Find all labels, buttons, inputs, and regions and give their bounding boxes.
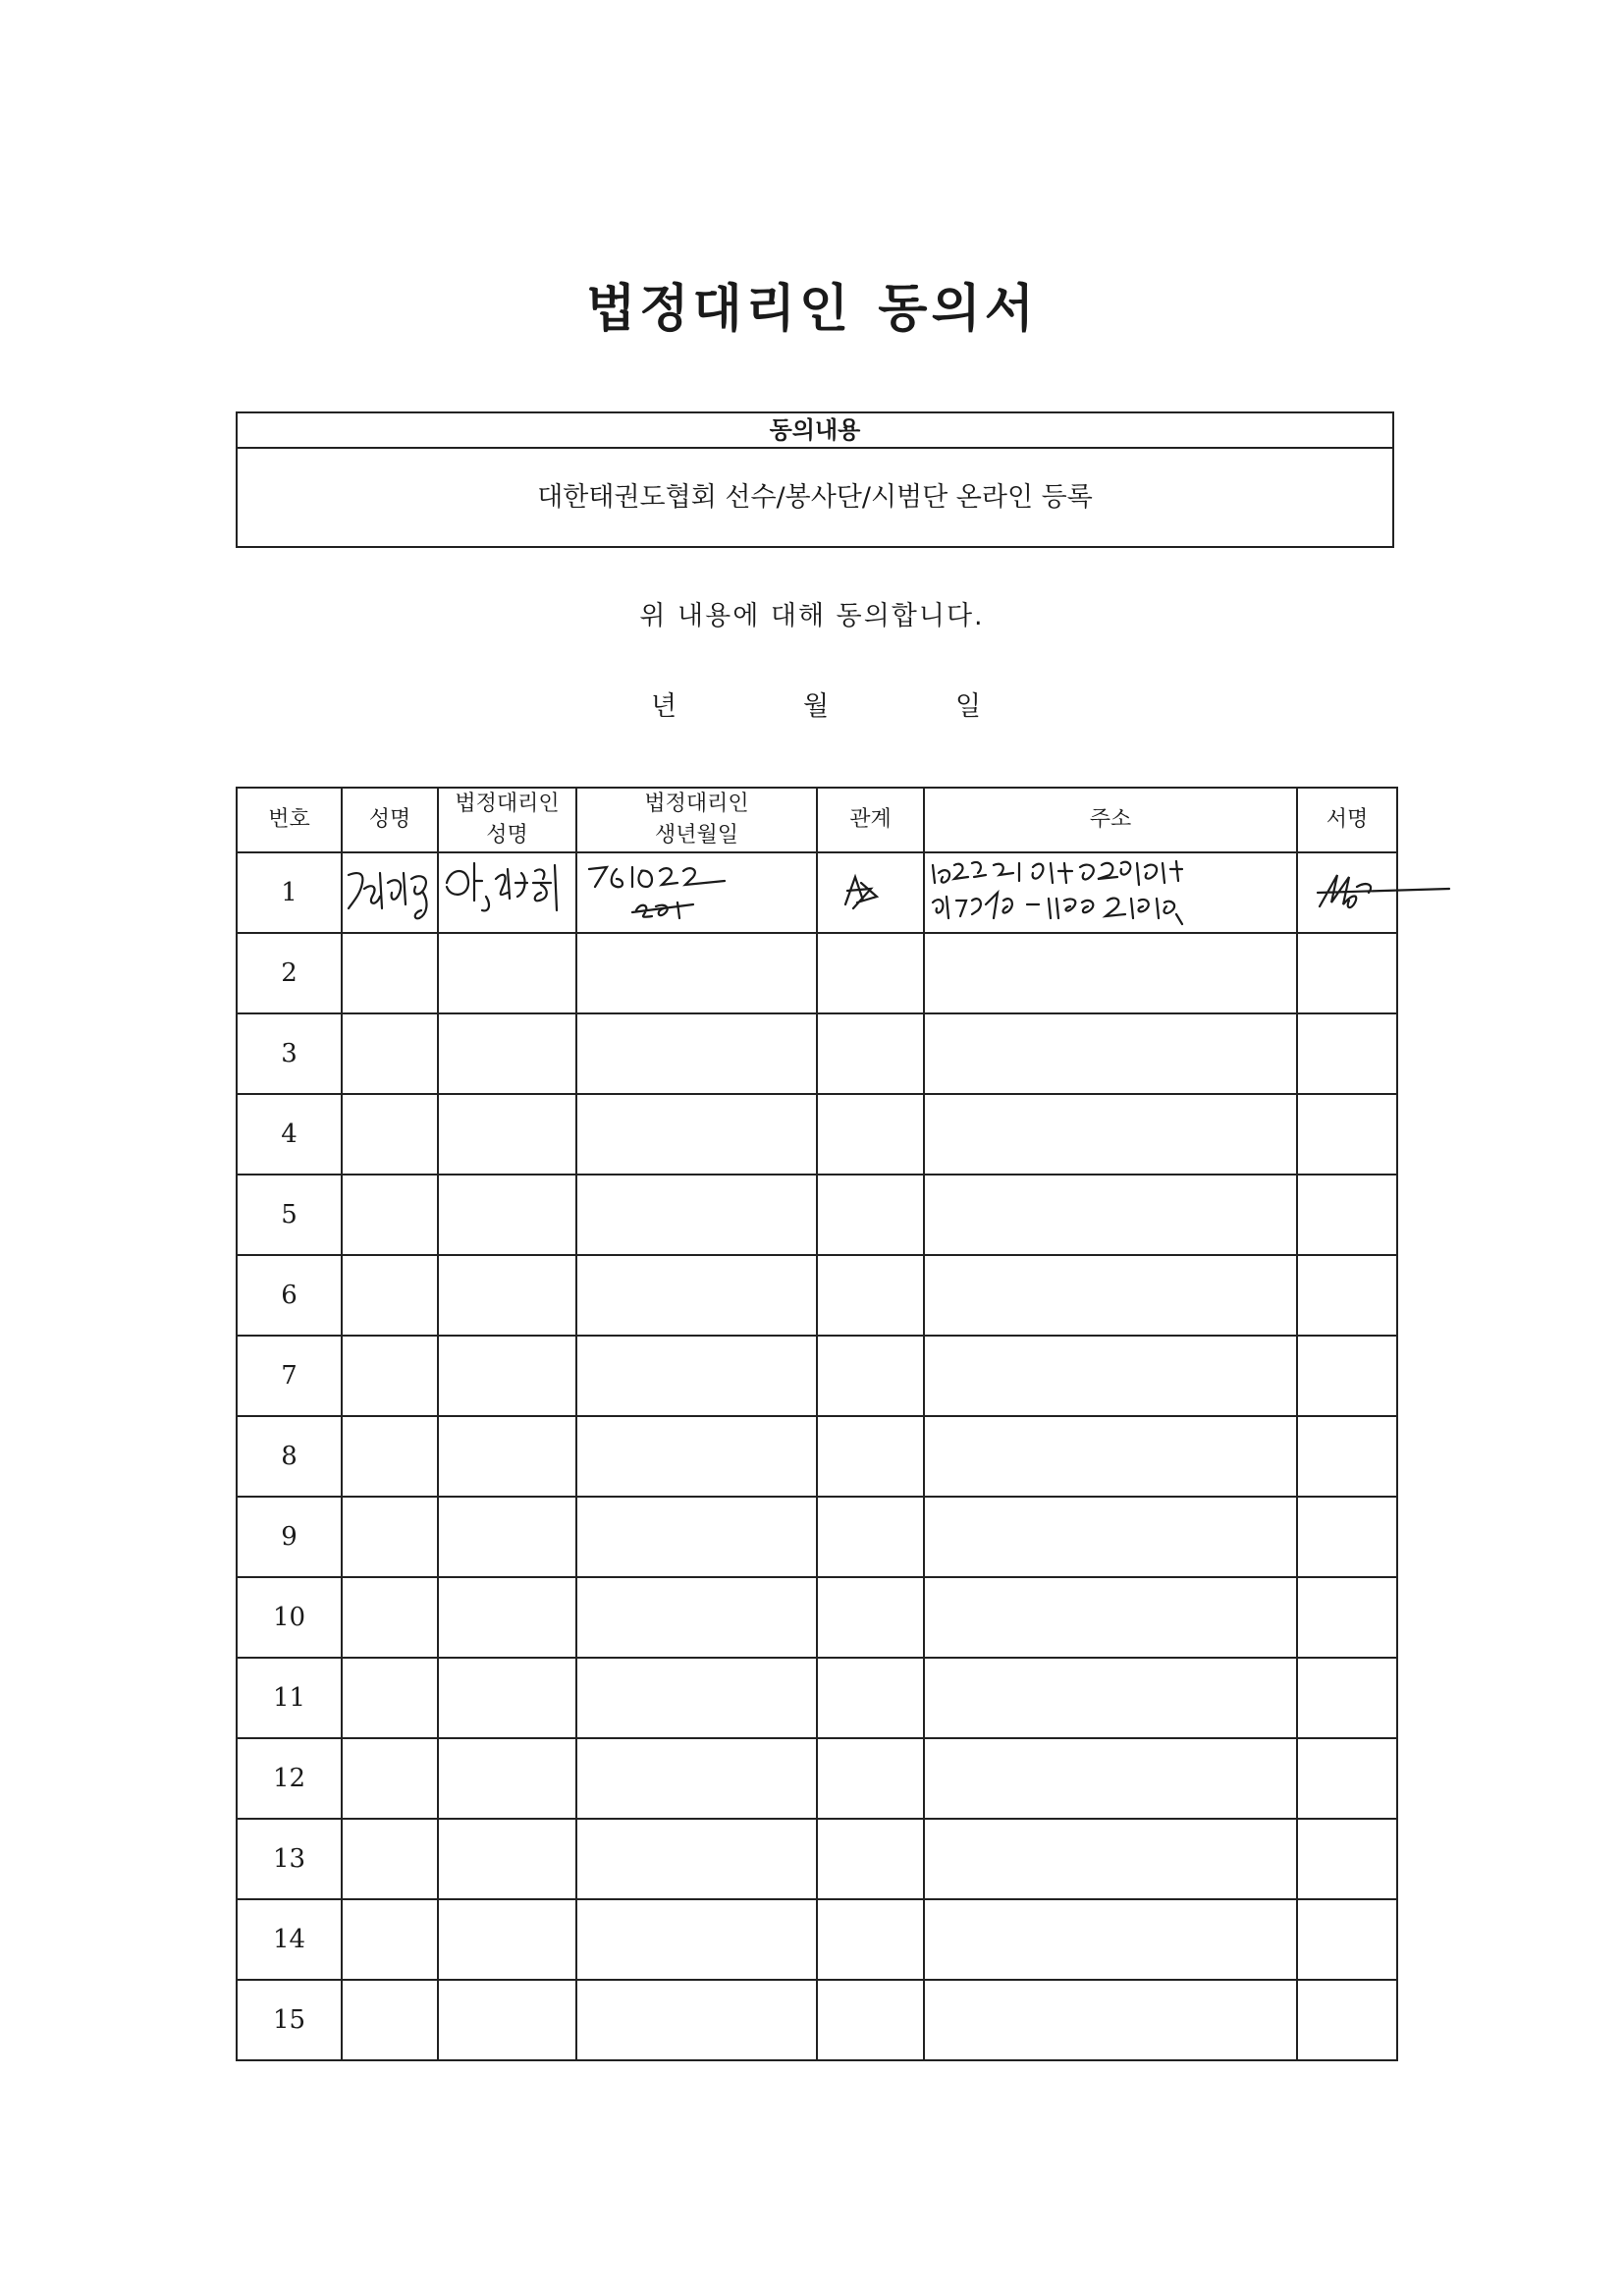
name-cell[interactable] [342,1577,438,1658]
signature-cell[interactable] [1297,1416,1397,1497]
signature-cell[interactable] [1297,1899,1397,1980]
row-number: 1 [237,852,342,933]
address-cell[interactable] [924,1255,1297,1336]
table-row [237,1416,1397,1497]
signature-cell[interactable] [1297,1497,1397,1577]
date-day-label: 일 [955,691,982,722]
row-number: 10 [237,1577,342,1658]
row-number: 4 [237,1094,342,1175]
relation-cell[interactable] [817,1980,924,2060]
row-number: 9 [237,1497,342,1577]
col-header-signature: 서명 [1297,788,1397,852]
address-cell[interactable] [924,1416,1297,1497]
handwritten-address-scribble [925,853,1298,932]
guardian-name-cell[interactable] [438,1819,576,1899]
guardian-roster-table [236,787,1398,2061]
guardian-birthdate-cell[interactable] [576,1175,817,1255]
address-cell[interactable] [924,1336,1297,1416]
signature-cell[interactable] [1297,1658,1397,1738]
table-body [237,852,1397,2060]
guardian-name-cell[interactable] [438,1013,576,1094]
guardian-birthdate-cell[interactable] [576,1577,817,1658]
table-row [237,1658,1397,1738]
relation-cell[interactable] [817,1255,924,1336]
table-row [237,1013,1397,1094]
relation-cell[interactable] [817,1416,924,1497]
row-number: 13 [237,1819,342,1899]
guardian-name-cell[interactable] [438,1094,576,1175]
handwritten-signature-scribble [1298,853,1455,932]
handwritten-guardian-name [438,852,576,933]
name-cell[interactable] [342,1013,438,1094]
name-cell[interactable] [342,1416,438,1497]
guardian-birthdate-cell[interactable] [576,1255,817,1336]
relation-cell[interactable] [817,1658,924,1738]
guardian-birthdate-cell[interactable] [576,1013,817,1094]
signature-cell[interactable] [1297,1175,1397,1255]
col-header-guardian-birth-line2: 생년월일 [654,823,738,847]
row-number: 7 [237,1336,342,1416]
guardian-birthdate-cell[interactable] [576,1658,817,1738]
table-row [237,933,1397,1013]
table-row [237,1094,1397,1175]
handwritten-birthdate-scribble [577,853,818,932]
relation-cell[interactable] [817,1336,924,1416]
page-title [0,267,1624,341]
address-cell[interactable] [924,1497,1297,1577]
handwritten-signature [1297,852,1397,933]
name-cell[interactable] [342,1899,438,1980]
name-cell[interactable] [342,1738,438,1819]
name-cell[interactable] [342,1336,438,1416]
guardian-name-cell[interactable] [438,933,576,1013]
table-row [237,1738,1397,1819]
guardian-name-cell[interactable] [438,1175,576,1255]
row-number: 5 [237,1175,342,1255]
row-number: 8 [237,1416,342,1497]
guardian-name-cell[interactable] [438,1577,576,1658]
address-cell[interactable] [924,1013,1297,1094]
guardian-name-cell[interactable] [438,1899,576,1980]
relation-cell[interactable] [817,1577,924,1658]
signature-cell[interactable] [1297,1255,1397,1336]
row-number: 3 [237,1013,342,1094]
address-cell[interactable] [924,933,1297,1013]
handwritten-relation-scribble [818,853,925,932]
table-row [237,1980,1397,2060]
signature-cell[interactable] [1297,933,1397,1013]
guardian-name-cell[interactable] [438,1416,576,1497]
relation-cell[interactable] [817,1497,924,1577]
signature-cell[interactable] [1297,1738,1397,1819]
table-row [237,1255,1397,1336]
name-cell[interactable] [342,1497,438,1577]
name-cell[interactable] [342,1980,438,2060]
guardian-name-cell[interactable] [438,1738,576,1819]
table-row [237,1175,1397,1255]
col-header-guardian-birth [576,788,817,852]
consent-box [236,411,1394,548]
relation-cell[interactable] [817,1819,924,1899]
signature-cell[interactable] [1297,1819,1397,1899]
name-cell[interactable] [342,1175,438,1255]
col-header-relation: 관계 [817,788,924,852]
page-title-part2: 동의서 [878,279,1038,339]
table-row [237,1336,1397,1416]
signature-cell[interactable] [1297,1577,1397,1658]
guardian-name-cell[interactable] [438,1980,576,2060]
relation-cell[interactable] [817,933,924,1013]
guardian-birthdate-cell[interactable] [576,1819,817,1899]
name-cell[interactable] [342,1819,438,1899]
col-header-guardian-name-line2: 성명 [486,823,528,847]
guardian-name-cell[interactable] [438,1658,576,1738]
col-header-guardian-birth-line1: 법정대리인 [644,792,749,816]
page-title-part1: 법정대리인 [586,279,853,339]
address-cell[interactable] [924,1577,1297,1658]
address-cell[interactable] [924,1094,1297,1175]
row-number: 11 [237,1658,342,1738]
address-cell[interactable] [924,1738,1297,1819]
handwritten-address [924,852,1297,933]
relation-cell[interactable] [817,1899,924,1980]
date-month-label: 월 [803,691,830,722]
consent-body: 대한태권도협회 선수/봉사단/시범단 온라인 등록 [537,482,1093,513]
col-header-guardian-name-line1: 법정대리인 [455,792,560,816]
address-cell[interactable] [924,1658,1297,1738]
address-cell[interactable] [924,1980,1297,2060]
name-cell[interactable] [342,1255,438,1336]
col-header-number: 번호 [237,788,342,852]
guardian-birthdate-cell[interactable] [576,1416,817,1497]
row-number: 12 [237,1738,342,1819]
address-cell[interactable] [924,1819,1297,1899]
signature-cell[interactable] [1297,1013,1397,1094]
date-year-label: 년 [651,691,677,722]
signature-cell[interactable] [1297,1980,1397,2060]
signature-cell[interactable] [1297,1336,1397,1416]
col-header-address: 주소 [924,788,1297,852]
address-cell[interactable] [924,1899,1297,1980]
row-number: 15 [237,1980,342,2060]
address-cell[interactable] [924,1175,1297,1255]
table-row [237,852,1397,933]
name-cell[interactable] [342,933,438,1013]
table-row [237,1497,1397,1577]
handwritten-guardian-name-scribble [439,853,577,932]
guardian-birthdate-cell[interactable] [576,1497,817,1577]
handwritten-relation [817,852,924,933]
handwritten-guardian-birthdate [576,852,817,933]
agree-statement: 위 내용에 대해 동의합니다. [639,601,985,631]
consent-header: 동의내용 [238,413,1392,449]
name-cell[interactable] [342,1094,438,1175]
guardian-birthdate-cell[interactable] [576,1738,817,1819]
guardian-name-cell[interactable] [438,1255,576,1336]
table-header-row [237,788,1397,852]
signature-cell[interactable] [1297,1094,1397,1175]
relation-cell[interactable] [817,1094,924,1175]
col-header-name: 성명 [342,788,438,852]
relation-cell[interactable] [817,1175,924,1255]
name-cell[interactable] [342,1658,438,1738]
row-number: 2 [237,933,342,1013]
guardian-birthdate-cell[interactable] [576,1336,817,1416]
guardian-birthdate-cell[interactable] [576,933,817,1013]
guardian-name-cell[interactable] [438,1497,576,1577]
table-row [237,1577,1397,1658]
handwritten-name-scribble [343,853,439,932]
handwritten-name [342,852,438,933]
guardian-birthdate-cell[interactable] [576,1899,817,1980]
guardian-birthdate-cell[interactable] [576,1980,817,2060]
guardian-name-cell[interactable] [438,1336,576,1416]
table-row [237,1819,1397,1899]
col-header-guardian-name [438,788,576,852]
row-number: 6 [237,1255,342,1336]
table-row [237,1899,1397,1980]
guardian-birthdate-cell[interactable] [576,1094,817,1175]
relation-cell[interactable] [817,1738,924,1819]
row-number: 14 [237,1899,342,1980]
relation-cell[interactable] [817,1013,924,1094]
